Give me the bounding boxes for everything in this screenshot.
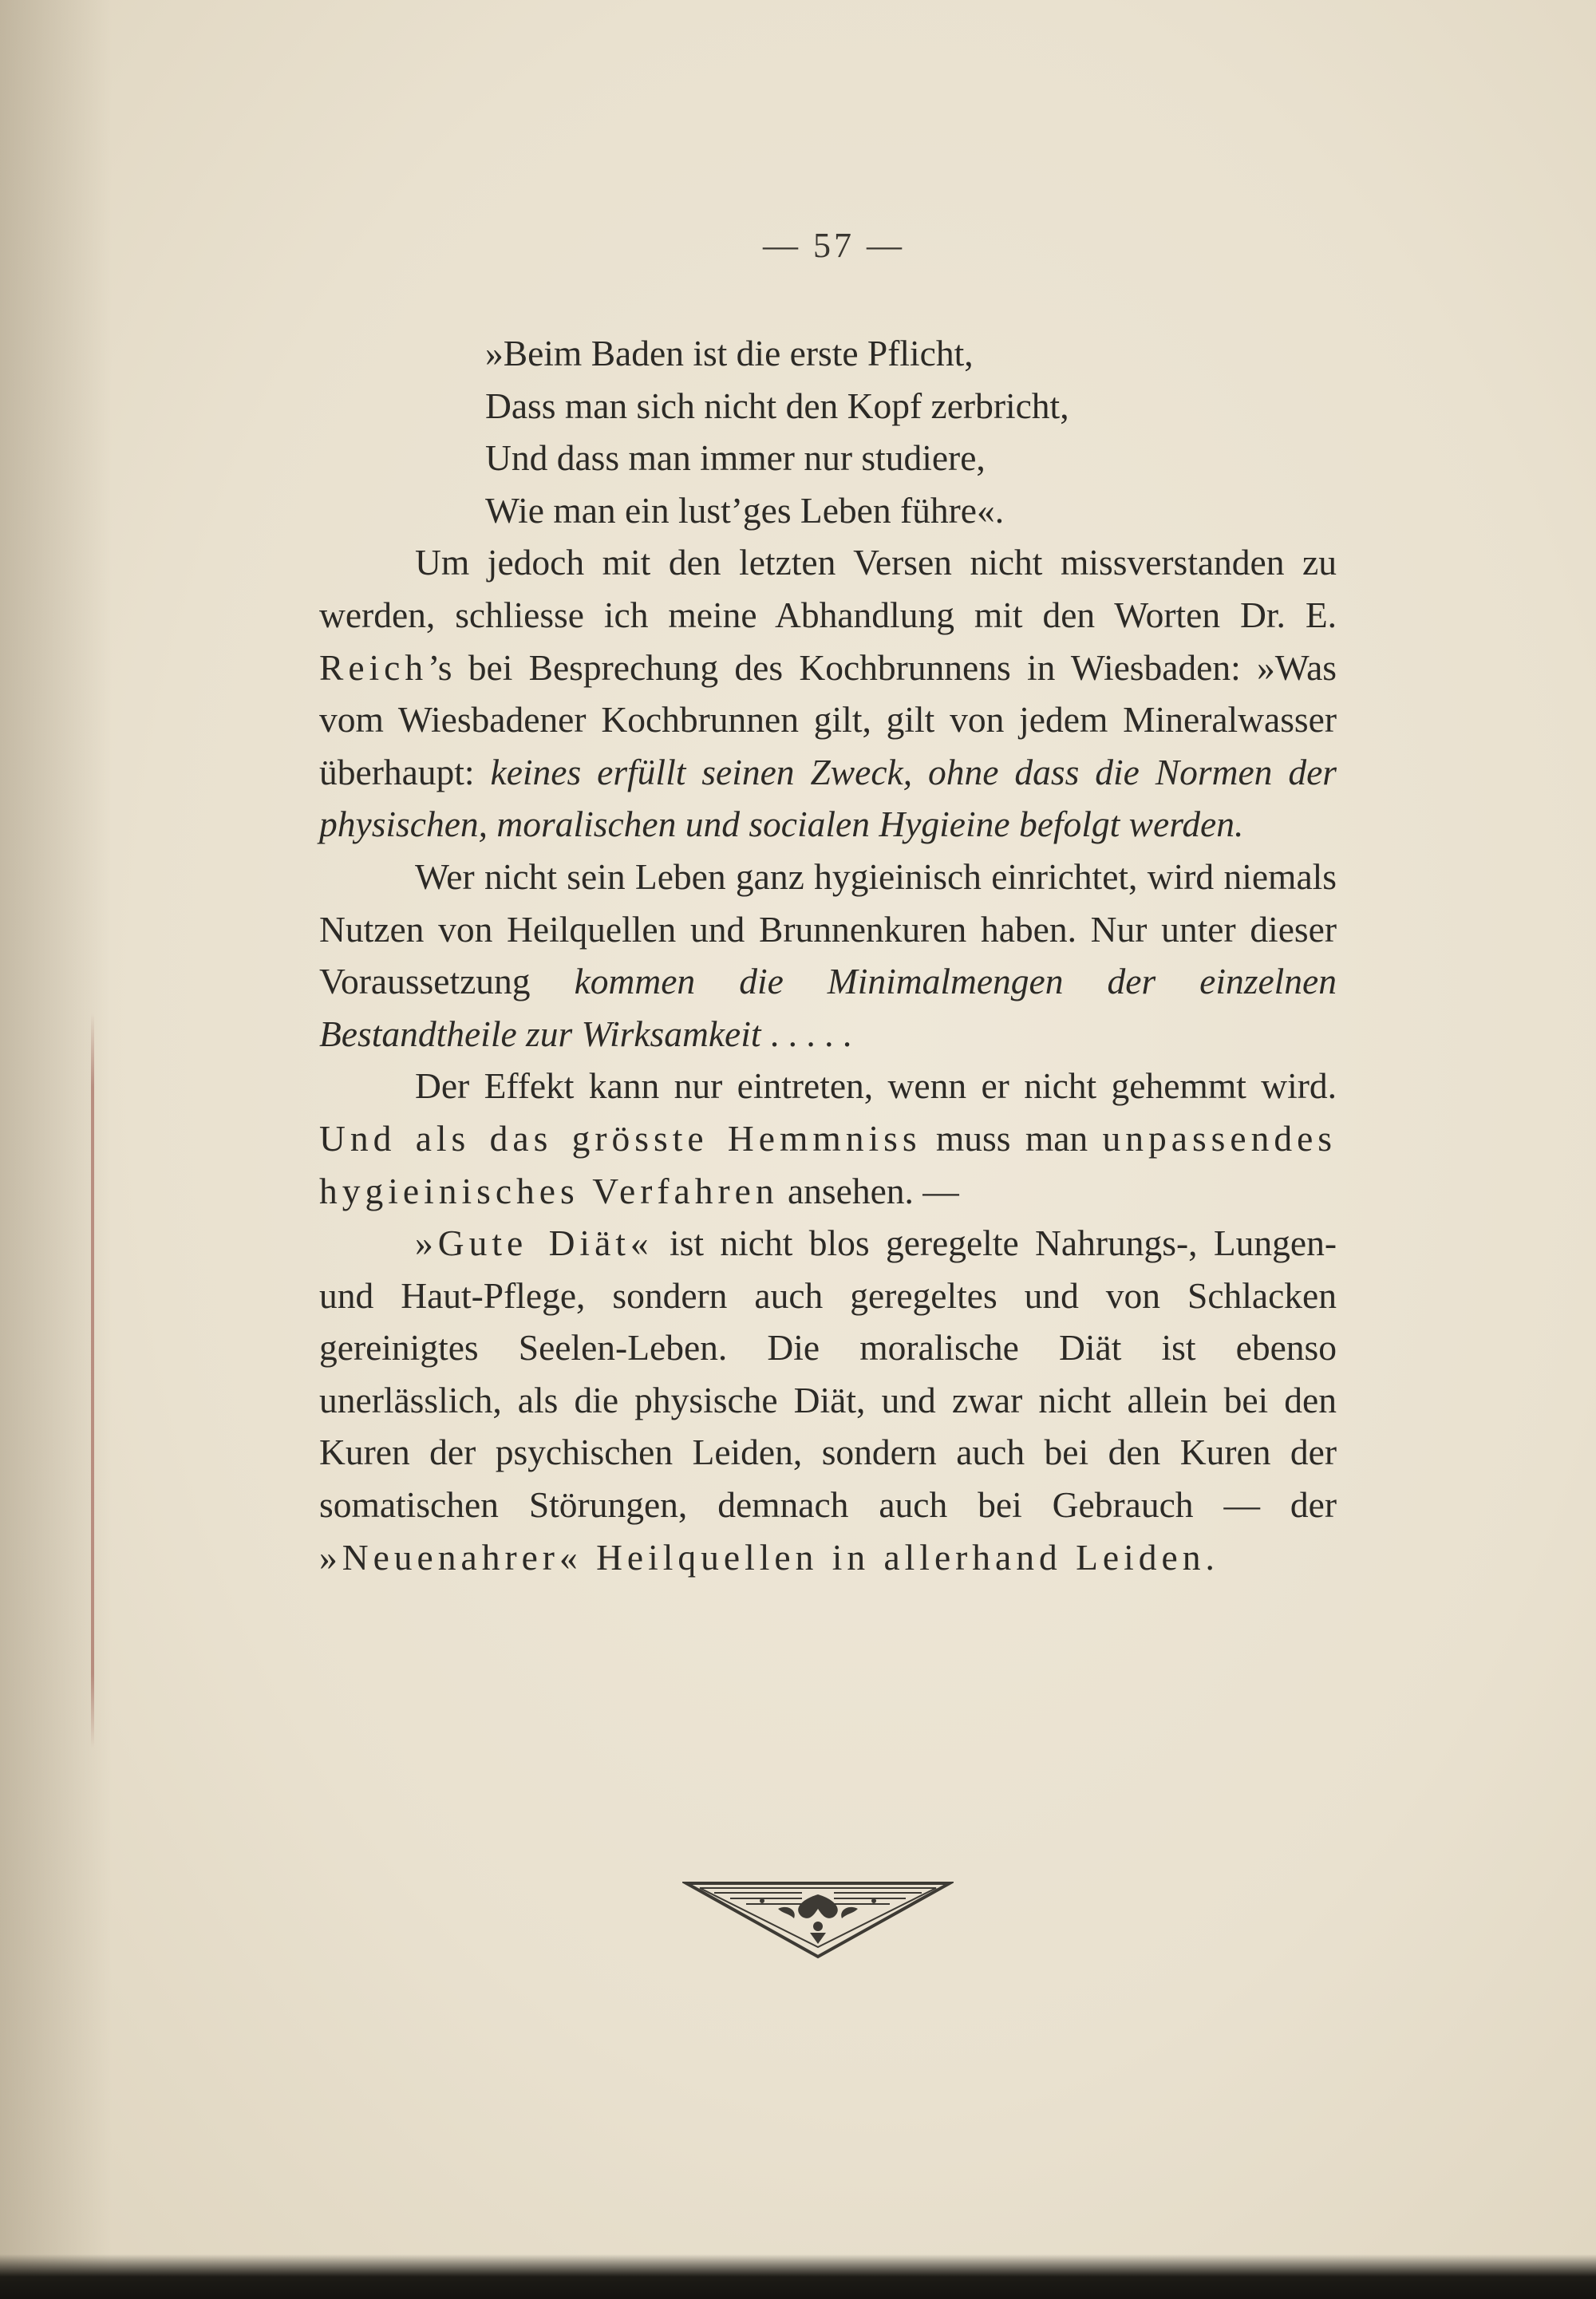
paragraph-text: Wer nicht sein Leben ganz hygieinisch einrichtet, wird niemals Nutzen von Heilquellen und Brunnenkuren haben. Nur unter dieser Voraussetzung	[319, 855, 1337, 1002]
paragraph-hygiene	[319, 851, 1337, 1060]
author-name: Reich	[319, 646, 429, 688]
bottom-edge-shadow	[0, 2243, 1596, 2299]
paragraph-text: ist nicht blos geregelte Nahrungs-, Lungen- und Haut-Pflege, sondern auch geregeltes und von Schlacken gereinigtes Seelen-Leben. Die moralische Diät ist ebenso unerlässlich, als die physische Diät, und zwar nicht allein bei den Kuren der psychischen Leiden, sondern auch bei den Kuren der somatischen Störungen, demnach auch bei Gebrauch — der	[319, 1223, 1337, 1526]
paragraph-text: ’s bei Besprechung des Kochbrunnens in Wiesbaden: »Was vom Wiesbadener Kochbrunnen gilt, gilt von jedem Mineralwasser überhaupt:	[319, 646, 1337, 792]
body-text	[319, 327, 1337, 1583]
paragraph-text: Um jedoch mit den letzten Versen nicht missverstanden zu werden, schliesse ich meine Abhandlung mit den Worten Dr. E.	[319, 542, 1337, 635]
spaced-emphasis: Und als das grösste Hemmniss	[319, 1117, 922, 1159]
ellipsis: . . . . .	[760, 1013, 852, 1054]
paragraph-conclusion	[319, 536, 1337, 851]
page-number: — 57 —	[763, 226, 905, 265]
tailpiece-ornament-icon	[682, 1877, 954, 1961]
paragraph-text: .	[1205, 1536, 1215, 1578]
verse-line: »Beim Baden ist die erste Pflicht,	[485, 333, 974, 373]
spaced-emphasis: »Gute Diät«	[415, 1223, 654, 1264]
spaced-emphasis: »Neuenahrer« Heilquellen in allerhand Leiden	[319, 1536, 1206, 1578]
paragraph-diet	[319, 1217, 1337, 1583]
paragraph-text: muss man	[921, 1117, 1103, 1159]
verse-line: Und dass man immer nur studiere,	[485, 437, 986, 479]
gutter-shadow	[0, 0, 112, 2299]
italic-quote: kommen die Minimalmengen der einzelnen Bestandtheile zur Wirksamkeit	[319, 961, 1337, 1054]
binding-thread	[91, 1013, 94, 1748]
spaced-emphasis: unpassendes hygieinisches Verfahren	[319, 1117, 1337, 1211]
verse-line: Dass man sich nicht den Kopf zerbricht,	[485, 385, 1069, 426]
verse-quote	[319, 327, 1337, 536]
paragraph-text: Der Effekt kann nur eintreten, wenn er nicht gehemmt wird.	[415, 1065, 1337, 1107]
paragraph-effect	[319, 1060, 1337, 1217]
paragraph-text: ansehen. —	[778, 1170, 959, 1211]
italic-quote: keines erfüllt seinen Zweck, ohne dass die Normen der physischen, moralischen und socialen Hygieine befolgt werden.	[319, 751, 1337, 845]
verse-line: Wie man ein lust’ges Leben führe«.	[485, 489, 1005, 531]
